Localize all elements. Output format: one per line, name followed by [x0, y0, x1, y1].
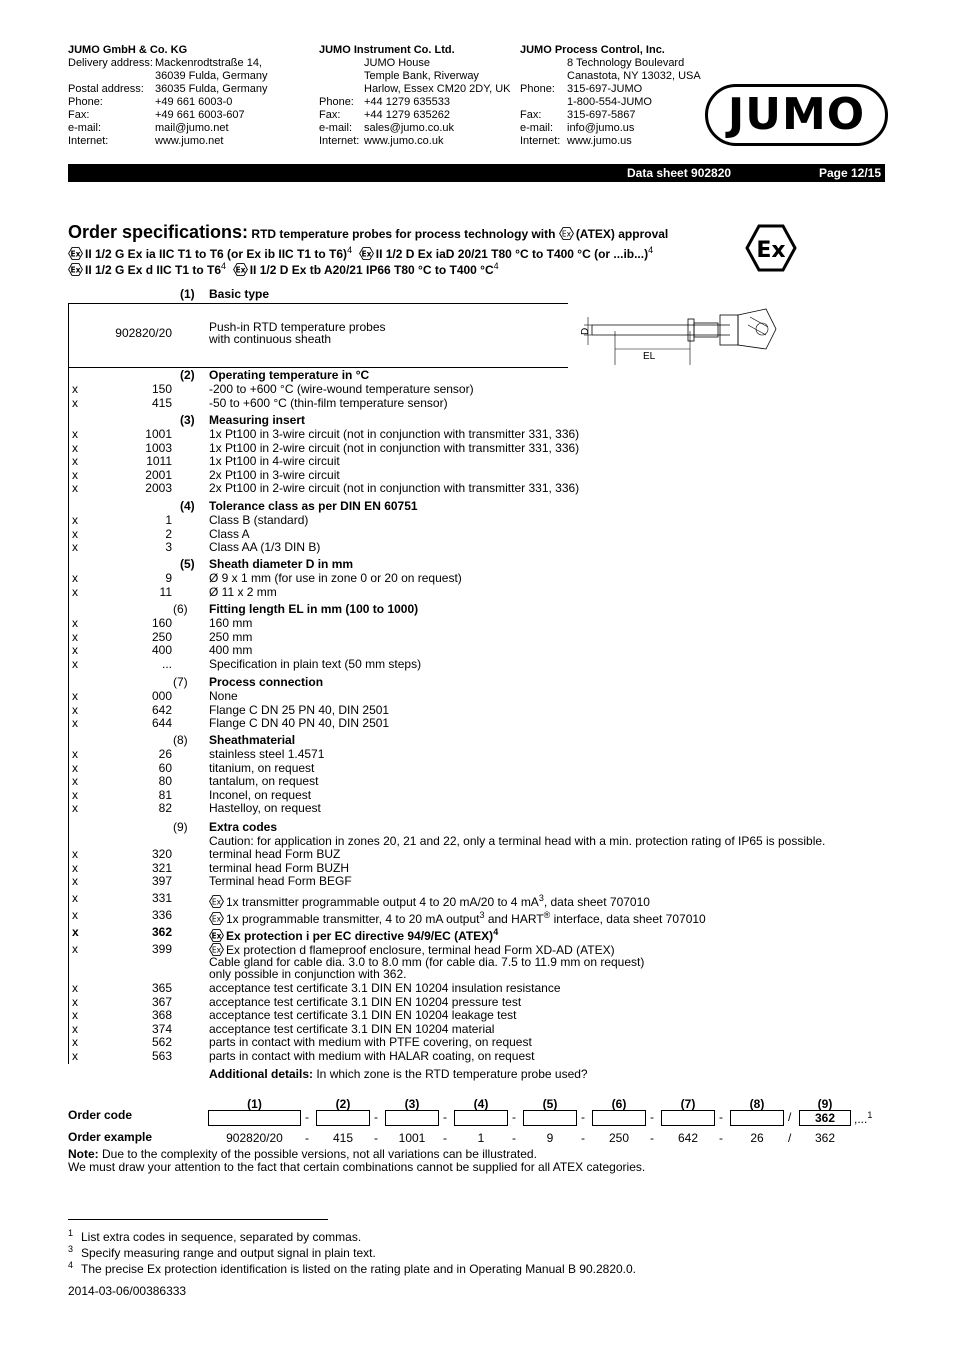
section-number: (5) — [180, 557, 195, 571]
option-code: 399 — [151, 942, 172, 956]
order-example-label: Order example — [68, 1130, 153, 1144]
address-row — [319, 135, 511, 148]
footnote: $^1$ List extra codes in sequence, separated by commas. — [68, 1228, 362, 1244]
basic-type-desc-2: with continuous sheath — [209, 332, 332, 346]
option-desc: 2x Pt100 in 3-wire circuit — [209, 467, 340, 482]
order-example-value: 362 — [814, 1131, 836, 1145]
section-heading: Tolerance class as per DIN EN 60751 — [209, 499, 418, 513]
svg-text:Ex: Ex — [211, 897, 222, 907]
option-mark: x — [72, 427, 78, 441]
address-row — [520, 96, 701, 109]
order-separator: - — [374, 1110, 378, 1124]
address-row — [68, 57, 268, 70]
datasheet-bar — [68, 164, 885, 182]
extra-caution: Caution: for application in zones 20, 21 and 22, only a terminal head with a min. protection rating of IP65 is possible. — [209, 834, 826, 848]
address-label: Internet: — [319, 135, 360, 147]
address-label: e-mail: — [68, 122, 102, 134]
address-value: 8 Technology Boulevard — [567, 57, 685, 69]
additional-details: Additional details: In which zone is the RTD temperature probe used? — [209, 1067, 588, 1081]
footnote-ref: 4 — [347, 245, 353, 255]
option-code: 150 — [151, 382, 172, 396]
footnote-ref: 4 — [221, 261, 227, 271]
option-code: 397 — [151, 874, 172, 889]
address-label: Phone: — [520, 83, 555, 95]
option-desc: acceptance test certificate 3.1 DIN EN 10204 pressure test — [209, 994, 522, 1009]
option-mark: x — [72, 860, 78, 875]
section-heading: Sheathmaterial — [209, 733, 296, 747]
order-column-number: (2) — [335, 1097, 351, 1111]
order-code-box[interactable]: 362 — [799, 1110, 851, 1126]
ex-icon — [559, 227, 574, 240]
option-desc: Flange C DN 25 PN 40, DIN 2501 — [209, 702, 390, 717]
option-mark: x — [72, 787, 78, 802]
option-mark: x — [72, 925, 79, 939]
option-desc: 1x Pt100 in 3-wire circuit (not in conjunction with transmitter 331, 336) — [209, 427, 580, 441]
option-code: 80 — [158, 774, 172, 789]
address-row — [319, 122, 511, 135]
option-desc: terminal head Form BUZ — [209, 847, 341, 861]
option-mark: x — [72, 467, 78, 482]
datasheet-number: Data sheet 902820 — [627, 166, 732, 180]
address-value: www.jumo.us — [567, 135, 632, 147]
option-mark: x — [72, 1035, 78, 1050]
option-desc: parts in contact with medium with PTFE covering, on request — [209, 1035, 532, 1050]
option-mark: x — [72, 584, 78, 599]
note: Note: Due to the complexity of the possible versions, not all variations can be illustrated. — [68, 1147, 537, 1161]
svg-text:Ex: Ex — [361, 249, 372, 259]
option-code: 26 — [158, 747, 172, 761]
address-row — [319, 96, 511, 109]
order-separator: - — [650, 1131, 654, 1145]
section-number: (2) — [180, 368, 195, 382]
ex-icon — [209, 912, 224, 925]
option-desc: 250 mm — [209, 629, 253, 644]
ex-hexagon-symbol — [745, 224, 797, 272]
address-row — [520, 122, 701, 135]
option-mark: x — [72, 395, 78, 410]
option-code: 374 — [151, 1021, 172, 1036]
ex-icon — [68, 263, 83, 276]
address-value: Canastota, NY 13032, USA — [567, 70, 701, 82]
order-column-number: (6) — [611, 1097, 627, 1111]
option-desc: Class AA (1/3 DIN B) — [209, 540, 321, 555]
option-mark: x — [72, 643, 78, 658]
option-code: 365 — [151, 981, 172, 995]
address-label: e-mail: — [319, 122, 353, 134]
address-value: Temple Bank, Riverway — [364, 70, 479, 82]
option-mark: x — [72, 481, 78, 496]
order-code-trail: ,...$^1$ — [854, 1110, 873, 1126]
order-column-number: (1) — [247, 1097, 262, 1111]
section-heading: Basic type — [209, 287, 270, 301]
option-code: 2003 — [145, 481, 172, 496]
footnote-ref: 4 — [648, 245, 654, 255]
document-id: 2014-03-06/00386333 — [68, 1284, 187, 1298]
svg-text:Ex: Ex — [211, 931, 222, 941]
address-row — [68, 70, 268, 83]
option-desc: Ø 9 x 1 mm (for use in zone 0 or 20 on request) — [209, 571, 462, 585]
option-mark: x — [72, 760, 78, 775]
option-mark: x — [72, 716, 78, 731]
diagram-label-el: EL — [643, 351, 656, 362]
address-row — [319, 70, 511, 83]
option-desc: None — [209, 689, 238, 703]
option-code: 336 — [151, 908, 172, 922]
address-row — [68, 96, 268, 109]
option-code: 415 — [151, 395, 172, 410]
basic-type-desc-1: Push-in RTD temperature probes — [209, 320, 386, 334]
address-value: sales@jumo.co.uk — [364, 122, 455, 134]
ex-icon — [359, 247, 374, 260]
svg-text:Ex: Ex — [70, 249, 81, 259]
section-number: (1) — [180, 287, 195, 301]
order-code-box[interactable] — [661, 1110, 715, 1126]
order-separator: - — [443, 1131, 447, 1145]
option-code: 642 — [151, 702, 172, 717]
section-heading: Fitting length EL in mm (100 to 1000) — [209, 602, 419, 616]
option-desc: 1x Pt100 in 2-wire circuit (not in conjunction with transmitter 331, 336) — [209, 440, 580, 455]
title-subtitle-approval: (ATEX) approval — [575, 227, 669, 241]
address-row — [520, 70, 701, 83]
divider — [68, 303, 568, 304]
order-code-box[interactable] — [208, 1110, 301, 1126]
footnote-divider — [68, 1219, 328, 1220]
option-code: 11 — [159, 584, 172, 599]
order-example-value: 415 — [332, 1131, 354, 1145]
divider — [68, 367, 69, 1064]
address-value: 36039 Fulda, Germany — [155, 70, 268, 82]
section-heading: Extra codes — [209, 820, 278, 834]
address-row — [520, 109, 701, 122]
option-code: 1 — [165, 513, 172, 527]
option-336: Ex 1x programmable transmitter, 4 to 20 mA output$^3$ and HART® interface, data sheet 707010 — [209, 909, 706, 927]
option-desc: titanium, on request — [209, 760, 315, 775]
option-desc: acceptance test certificate 3.1 DIN EN 10204 insulation resistance — [209, 981, 561, 995]
option-desc: Ø 11 x 2 mm — [209, 584, 277, 599]
option-code: 400 — [151, 643, 172, 658]
address-value: www.jumo.co.uk — [364, 135, 444, 147]
approval-gas-ia: II 1/2 G Ex ia IIC T1 to T6 (or Ex ib IIC T1 to T6) — [85, 247, 348, 261]
order-separator: - — [512, 1110, 516, 1124]
order-column-number: (4) — [473, 1097, 489, 1111]
option-mark: x — [72, 801, 78, 816]
ex-icon — [68, 247, 83, 260]
divider — [68, 303, 69, 367]
option-code: 362 — [151, 925, 172, 939]
order-column-number: (8) — [749, 1097, 765, 1111]
option-desc: terminal head Form BUZH — [209, 860, 350, 875]
option-desc: 400 mm — [209, 643, 253, 658]
order-code-box[interactable] — [385, 1110, 439, 1126]
option-desc: Inconel, on request — [209, 787, 312, 802]
option-399-line-3: only possible in conjunction with 362. — [209, 967, 407, 981]
address-germany — [68, 44, 268, 148]
order-code-box[interactable] — [592, 1110, 646, 1126]
section-heading: Operating temperature in °C — [209, 368, 370, 382]
address-label: Phone: — [319, 96, 354, 108]
order-column-number: (3) — [404, 1097, 420, 1111]
address-row — [68, 83, 268, 96]
order-example-value: 642 — [677, 1131, 699, 1145]
option-399-line-2: Cable gland for cable dia. 3.0 to 8.0 mm (for cable dia. 7.5 to 11.9 mm on request) — [209, 955, 645, 969]
option-mark: x — [72, 629, 78, 644]
page-title: Order specifications: — [68, 222, 249, 242]
order-example-value: 250 — [608, 1131, 630, 1145]
option-mark: x — [72, 702, 78, 717]
option-code: 9 — [165, 571, 172, 585]
section-heading: Measuring insert — [209, 413, 306, 427]
address-row — [68, 135, 268, 148]
option-desc: Specification in plain text (50 mm steps) — [209, 656, 422, 671]
address-value: 1-800-554-JUMO — [567, 96, 652, 108]
order-separator: - — [305, 1110, 309, 1124]
option-mark: x — [72, 1021, 78, 1036]
section-number: (4) — [180, 499, 195, 513]
section-heading: Process connection — [209, 675, 324, 689]
option-desc: 2x Pt100 in 2-wire circuit (not in conjunction with transmitter 331, 336) — [209, 481, 580, 496]
order-code-box[interactable] — [730, 1110, 784, 1126]
address-usa — [520, 44, 701, 148]
order-column-number: (7) — [680, 1097, 696, 1111]
order-example-value: 1001 — [398, 1131, 426, 1145]
option-mark: x — [72, 1008, 78, 1023]
order-separator: - — [374, 1131, 378, 1145]
option-desc: parts in contact with medium with HALAR coating, on request — [209, 1049, 535, 1063]
address-label: Fax: — [68, 109, 90, 121]
company-name: JUMO GmbH & Co. KG — [68, 44, 188, 56]
option-desc: 1x Pt100 in 4-wire circuit — [209, 454, 340, 469]
order-separator: - — [512, 1131, 516, 1145]
option-desc: Class A — [209, 526, 250, 541]
address-uk — [319, 44, 511, 148]
address-value: JUMO House — [364, 57, 431, 69]
address-label: e-mail: — [520, 122, 554, 134]
jumo-logo — [705, 84, 888, 146]
title-line-3 — [68, 260, 499, 278]
address-label: Fax: — [319, 109, 341, 121]
address-row — [520, 83, 701, 96]
option-code: 1001 — [145, 427, 172, 441]
ex-icon — [209, 895, 224, 908]
option-desc: -200 to +600 °C (wire-wound temperature sensor) — [209, 382, 474, 396]
order-separator: - — [719, 1131, 723, 1145]
option-desc: acceptance test certificate 3.1 DIN EN 10204 leakage test — [209, 1008, 517, 1023]
option-331: Ex 1x transmitter programmable output 4 to 20 mA/20 to 4 $mA^3$, data sheet 707010 — [209, 892, 650, 910]
option-code: 320 — [151, 847, 172, 861]
company-name: JUMO Process Control, Inc. — [520, 44, 665, 56]
option-code: 562 — [151, 1035, 172, 1050]
order-separator: - — [581, 1110, 585, 1124]
option-mark: x — [72, 1049, 78, 1063]
address-label: Fax: — [520, 109, 542, 121]
address-row — [319, 83, 511, 96]
option-desc: acceptance test certificate 3.1 DIN EN 10204 material — [209, 1021, 495, 1036]
section-number: (3) — [180, 413, 195, 427]
option-desc: Class B (standard) — [209, 513, 309, 527]
option-code: 331 — [151, 891, 172, 905]
option-code: 250 — [151, 629, 172, 644]
order-code-box[interactable] — [316, 1110, 370, 1126]
title-line-1 — [68, 222, 668, 244]
approval-gas-d: II 1/2 G Ex d IIC T1 to T6 — [85, 263, 222, 277]
company-name: JUMO Instrument Co. Ltd. — [319, 44, 455, 56]
address-value: 315-697-JUMO — [567, 83, 643, 95]
ex-icon — [209, 929, 224, 942]
section-number: (7) — [173, 675, 188, 689]
address-value: +44 1279 635262 — [364, 109, 450, 121]
option-mark: x — [72, 908, 78, 922]
address-label: Delivery address: — [68, 57, 153, 69]
option-mark: x — [72, 874, 78, 889]
order-separator: - — [650, 1110, 654, 1124]
order-separator: - — [443, 1110, 447, 1124]
option-mark: x — [72, 981, 78, 995]
option-desc: Terminal head Form BEGF — [209, 874, 352, 889]
option-code: 2 — [165, 526, 172, 541]
address-row — [520, 135, 701, 148]
option-code: 000 — [151, 689, 172, 703]
footnote: $^3$ Specify measuring range and output signal in plain text. — [68, 1244, 376, 1260]
option-desc: stainless steel 1.4571 — [209, 747, 325, 761]
option-mark: x — [72, 513, 78, 527]
option-code: 321 — [151, 860, 172, 875]
option-mark: x — [72, 994, 78, 1009]
option-mark: x — [72, 656, 78, 671]
section-number: (9) — [173, 820, 188, 834]
option-desc: -50 to +600 °C (thin-film temperature sensor) — [209, 395, 448, 410]
order-example-value: 1 — [477, 1131, 485, 1145]
order-separator: - — [305, 1131, 309, 1145]
address-label: Internet: — [68, 135, 109, 147]
order-separator: - — [719, 1110, 723, 1124]
option-desc: Flange C DN 40 PN 40, DIN 2501 — [209, 716, 390, 731]
basic-type-code: 902820/20 — [115, 326, 172, 340]
ex-icon — [233, 263, 248, 276]
address-row — [319, 57, 511, 70]
option-code: 563 — [151, 1049, 172, 1063]
option-code: 644 — [151, 716, 172, 731]
address-value: info@jumo.us — [567, 122, 635, 134]
page-number: Page 12/15 — [818, 166, 881, 180]
order-code-label: Order code — [68, 1108, 133, 1122]
option-desc: tantalum, on request — [209, 774, 319, 789]
option-code: 60 — [158, 760, 172, 775]
diagram-label-d: D — [580, 327, 591, 335]
svg-text:Ex: Ex — [211, 914, 222, 924]
option-code: 81 — [158, 787, 172, 802]
option-mark: x — [72, 689, 78, 703]
option-code: 367 — [151, 994, 172, 1009]
option-code: 2001 — [145, 467, 172, 482]
address-value: mail@jumo.net — [155, 122, 229, 134]
section-number: (6) — [173, 602, 188, 616]
option-code: 3 — [165, 540, 172, 555]
title-subtitle: RTD temperature probes for process technology with — [251, 227, 556, 241]
order-code-box[interactable] — [454, 1110, 508, 1126]
order-slash: / — [788, 1131, 792, 1145]
svg-text:Ex: Ex — [756, 238, 786, 263]
footnote: $^4$ The precise Ex protection identification is listed on the rating plate and in Operating Manual B 90.2820.0. — [68, 1260, 637, 1276]
footnote-ref: 4 — [493, 261, 499, 271]
order-separator: - — [581, 1131, 585, 1145]
address-label: Internet: — [520, 135, 561, 147]
option-code: 1011 — [146, 454, 172, 469]
option-code: 160 — [151, 616, 172, 630]
option-mark: x — [72, 774, 78, 789]
order-slash: / — [788, 1110, 792, 1124]
svg-text:Ex: Ex — [211, 945, 222, 955]
svg-text:Ex: Ex — [561, 229, 571, 239]
address-value: +49 661 6003-0 — [155, 96, 233, 108]
option-mark: x — [72, 891, 78, 905]
option-mark: x — [72, 942, 78, 956]
option-362: Ex Ex protection i per EC directive 94/9/EC (ATEX)$^4$ — [209, 926, 498, 944]
logo-text: JUMO — [727, 89, 866, 140]
order-example-value: 902820/20 — [226, 1131, 283, 1145]
svg-text:Ex: Ex — [70, 265, 81, 275]
option-mark: x — [72, 440, 78, 455]
option-code: 368 — [151, 1008, 172, 1023]
approval-dust-iad: II 1/2 D Ex iaD 20/21 T80 °C to T400 °C (or ...ib...) — [375, 247, 649, 261]
address-row — [319, 109, 511, 122]
option-mark: x — [72, 382, 78, 396]
approval-dust-tb: II 1/2 D Ex tb A20/21 IP66 T80 °C to T400 °C — [249, 263, 494, 277]
option-399: Ex Ex protection d flameproof enclosure, terminal head Form XD-AD (ATEX) — [209, 943, 615, 958]
order-example-value: 26 — [750, 1131, 764, 1145]
option-mark: x — [72, 616, 78, 630]
svg-text:Ex: Ex — [235, 265, 246, 275]
address-value: www.jumo.net — [155, 135, 224, 147]
option-code: ... — [161, 656, 172, 671]
order-code-box[interactable] — [523, 1110, 577, 1126]
section-heading: Sheath diameter D in mm — [209, 557, 354, 571]
option-mark: x — [72, 747, 78, 761]
address-row — [68, 122, 268, 135]
option-desc: 160 mm — [209, 616, 253, 630]
address-value: 36035 Fulda, Germany — [155, 83, 268, 95]
option-mark: x — [72, 526, 78, 541]
probe-diagram — [580, 305, 780, 367]
option-desc: Hastelloy, on request — [209, 801, 321, 816]
option-mark: x — [72, 540, 78, 555]
section-number: (8) — [173, 733, 188, 747]
address-row — [520, 57, 701, 70]
option-mark: x — [72, 454, 78, 469]
address-value: Mackenrodtstraße 14, — [155, 57, 262, 69]
address-label: Postal address: — [68, 83, 144, 95]
title-line-2 — [68, 244, 653, 262]
option-mark: x — [72, 847, 78, 861]
address-value: 315-697-5867 — [567, 109, 636, 121]
order-example-value: 9 — [546, 1131, 554, 1145]
address-value: +44 1279 635533 — [364, 96, 450, 108]
address-value: Harlow, Essex CM20 2DY, UK — [364, 83, 511, 95]
option-mark: x — [72, 571, 78, 585]
address-row — [68, 109, 268, 122]
address-value: +49 661 6003-607 — [155, 109, 245, 121]
address-label: Phone: — [68, 96, 103, 108]
option-code: 82 — [158, 801, 172, 816]
note-line-2: We must draw your attention to the fact that certain combinations cannot be supplied for all ATEX categories. — [68, 1160, 646, 1174]
order-column-number: (5) — [542, 1097, 558, 1111]
order-column-number: (9) — [817, 1097, 833, 1111]
option-code: 1003 — [145, 440, 172, 455]
